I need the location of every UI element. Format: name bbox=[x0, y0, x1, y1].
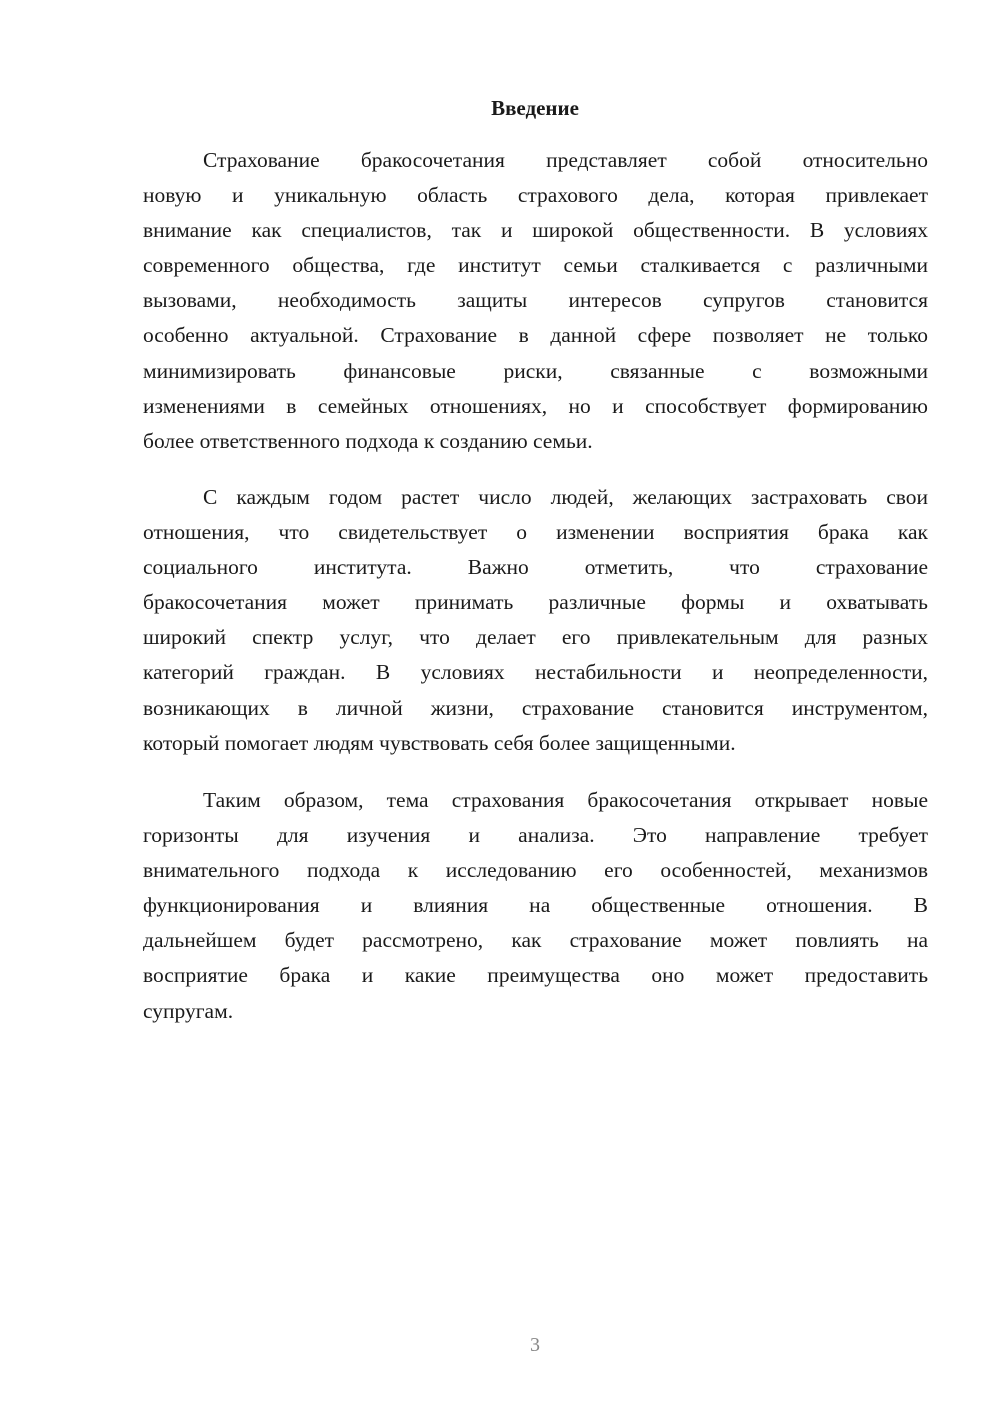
text-line: социального института. Важно отметить, что страхование bbox=[143, 555, 928, 580]
text-line: бракосочетания может принимать различные формы и охватывать bbox=[143, 590, 928, 615]
text-line: супругам. bbox=[143, 998, 234, 1023]
text-line: новую и уникальную область страхового дела, которая привлекает bbox=[143, 183, 928, 208]
text-line: функционирования и влияния на общественные отношения. В bbox=[143, 893, 928, 918]
paragraph bbox=[143, 783, 928, 1029]
text-line: Страхование бракосочетания представляет собой относительно bbox=[203, 148, 928, 172]
text-line: широкий спектр услуг, что делает его привлекательным для разных bbox=[143, 625, 928, 650]
page-number: 3 bbox=[530, 1334, 540, 1356]
text-line: восприятие брака и какие преимущества оно может предоставить bbox=[143, 963, 928, 988]
text-line: изменениями в семейных отношениях, но и способствует формированию bbox=[143, 393, 928, 418]
text-line: современного общества, где институт семьи сталкивается с различными bbox=[143, 253, 928, 278]
paragraph bbox=[143, 480, 928, 761]
text-line: возникающих в личной жизни, страхование становится инструментом, bbox=[143, 695, 928, 720]
text-line: который помогает людям чувствовать себя более защищенными. bbox=[143, 730, 736, 755]
text-line: внимание как специалистов, так и широкой общественности. В условиях bbox=[143, 218, 928, 243]
text-line: Таким образом, тема страхования бракосочетания открывает новые bbox=[203, 788, 928, 812]
text-line: горизонты для изучения и анализа. Это направление требует bbox=[143, 823, 928, 848]
text-line: минимизировать финансовые риски, связанные с возможными bbox=[143, 358, 928, 383]
text-line: категорий граждан. В условиях нестабильности и неопределенности, bbox=[143, 660, 928, 685]
section-heading: Введение bbox=[491, 96, 579, 120]
text-line: дальнейшем будет рассмотрено, как страхование может повлиять на bbox=[143, 928, 928, 953]
text-line: внимательного подхода к исследованию его особенностей, механизмов bbox=[143, 858, 928, 883]
text-line: вызовами, необходимость защиты интересов супругов становится bbox=[143, 288, 928, 313]
text-line: особенно актуальной. Страхование в данной сфере позволяет не только bbox=[143, 323, 928, 348]
paragraph bbox=[143, 143, 928, 459]
text-line: отношения, что свидетельствует о изменении восприятия брака как bbox=[143, 520, 928, 545]
text-line: С каждым годом растет число людей, желающих застраховать свои bbox=[203, 485, 928, 509]
text-line: более ответственного подхода к созданию семьи. bbox=[143, 428, 593, 453]
